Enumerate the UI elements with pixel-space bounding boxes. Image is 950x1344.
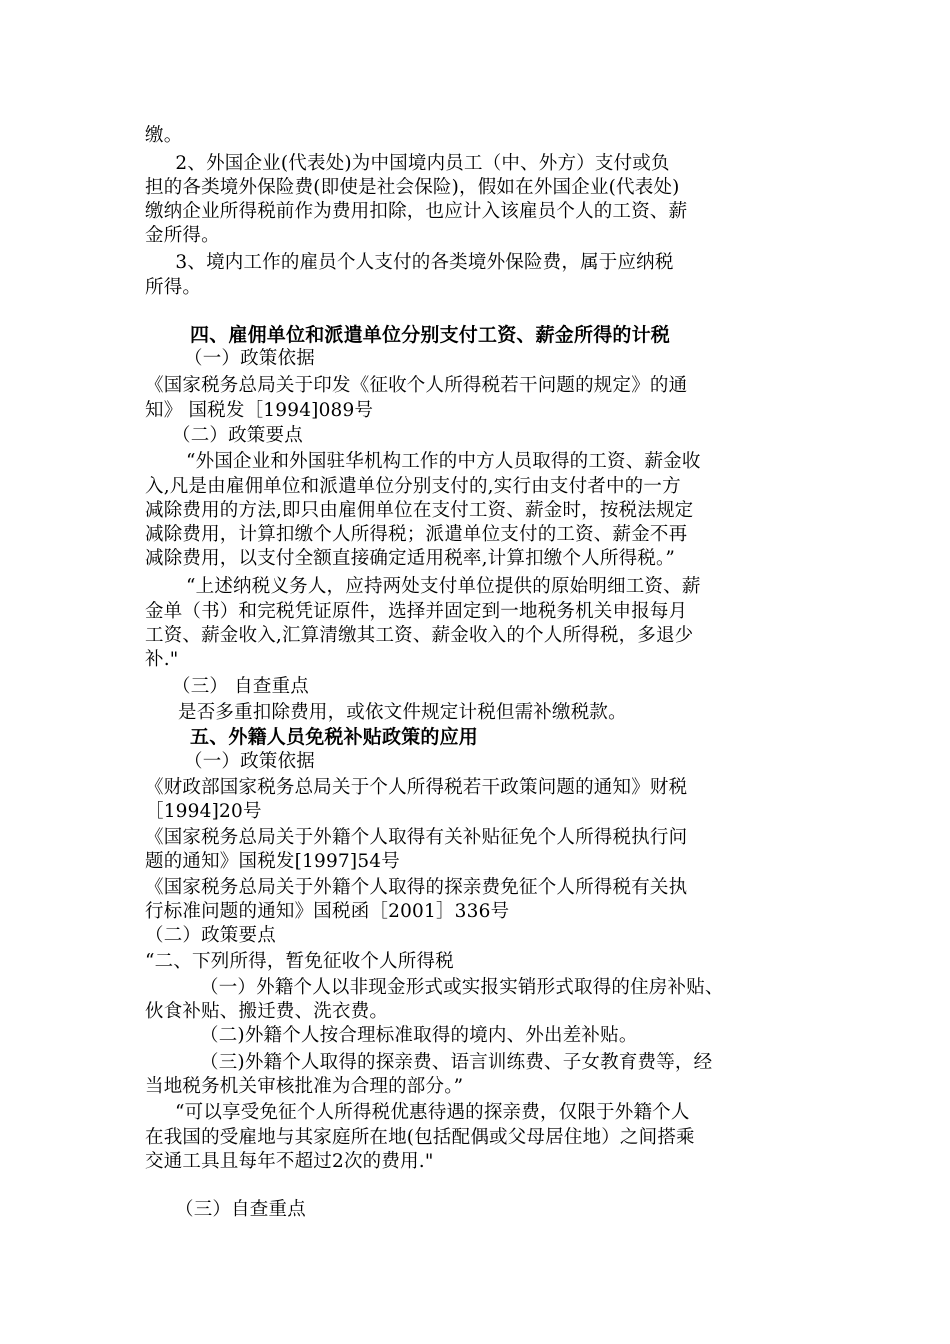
paragraph-line: 题的通知》国税发[1997]54号 [145, 851, 400, 872]
paragraph-line: 担的各类境外保险费(即使是社会保险)，假如在外国企业(代表处) [145, 177, 680, 198]
paragraph-line: 缴纳企业所得税前作为费用扣除，也应计入该雇员个人的工资、薪 [145, 201, 688, 222]
subsection-heading: （二）政策要点 [172, 425, 303, 446]
paragraph-line: 工资、薪金收入,汇算清缴其工资、薪金收入的个人所得税，多退少 [145, 625, 694, 646]
paragraph-line: 《国家税务总局关于外籍个人取得有关补贴征免个人所得税执行问 [145, 827, 688, 848]
paragraph-line: 金所得。 [145, 225, 220, 246]
paragraph-line: 所得。 [145, 277, 202, 298]
paragraph-line: 补." [145, 649, 179, 670]
paragraph-line: 3、境内工作的雇员个人支付的各类境外保险费，属于应纳税 [145, 252, 674, 273]
paragraph-line: “外国企业和外国驻华机构工作的中方人员取得的工资、薪金收 [186, 451, 701, 472]
paragraph-line: 是否多重扣除费用，或依文件规定计税但需补缴税款。 [178, 702, 627, 723]
subsection-heading: （一）政策依据 [184, 751, 315, 772]
paragraph-line: 减除费用的方法,即只由雇佣单位在支付工资、薪金时，按税法规定 [145, 500, 694, 521]
subsection-heading: （二）政策要点 [145, 925, 276, 946]
paragraph-line: 减除费用，以支付全额直接确定适用税率,计算扣缴个人所得税。” [145, 548, 676, 569]
paragraph-line: （一）外籍个人以非现金形式或实报实销形式取得的住房补贴、 [200, 977, 724, 998]
paragraph-line: 当地税务机关审核批准为合理的部分。” [145, 1076, 464, 1097]
paragraph-line: “二、下列所得，暂免征收个人所得税 [145, 951, 454, 972]
paragraph-line: （三)外籍个人取得的探亲费、语言训练费、子女教育费等，经 [200, 1052, 713, 1073]
section-heading: 四、雇佣单位和派遣单位分别支付工资、薪金所得的计税 [190, 324, 671, 346]
paragraph-line: 减除费用，计算扣缴个人所得税；派遣单位支付的工资、薪金不再 [145, 524, 688, 545]
subsection-heading: （三） 自查重点 [172, 676, 309, 697]
paragraph-line: 《国家税务总局关于印发《征收个人所得税若干问题的规定》的通 [145, 375, 688, 396]
paragraph-line: 行标准问题的通知》国税函［2001］336号 [145, 901, 510, 922]
paragraph-line: 2、外国企业(代表处)为中国境内员工（中、外方）支付或负 [145, 153, 670, 174]
paragraph-line: “可以享受免征个人所得税优惠待遇的探亲费，仅限于外籍个人 [175, 1102, 690, 1123]
paragraph-line: 在我国的受雇地与其家庭所在地(包括配偶或父母居住地）之间搭乘 [145, 1127, 695, 1148]
paragraph-line: “上述纳税义务人，应持两处支付单位提供的原始明细工资、薪 [186, 576, 701, 597]
paragraph-line: 交通工具且每年不超过2次的费用." [145, 1151, 434, 1172]
subsection-heading: （三）自查重点 [175, 1199, 306, 1220]
paragraph-line: 金单（书）和完税凭证原件，选择并固定到一地税务机关申报每月 [145, 601, 688, 622]
paragraph-line: （二)外籍个人按合理标准取得的境内、外出差补贴。 [200, 1025, 638, 1046]
subsection-heading: （一）政策依据 [184, 348, 315, 369]
section-heading: 五、外籍人员免税补贴政策的应用 [190, 726, 479, 748]
paragraph-line: 《国家税务总局关于外籍个人取得的探亲费免征个人所得税有关执 [145, 877, 688, 898]
paragraph-line: 伙食补贴、搬迁费、洗衣费。 [145, 1001, 389, 1022]
paragraph-line: 缴。 [145, 125, 183, 146]
paragraph-line: 入,凡是由雇佣单位和派遣单位分别支付的,实行由支付者中的一方 [145, 476, 681, 497]
paragraph-line: 知》 国税发［1994]089号 [145, 400, 374, 421]
paragraph-line: ［1994]20号 [145, 801, 262, 822]
paragraph-line: 《财政部国家税务总局关于个人所得税若干政策问题的通知》财税 [145, 777, 688, 798]
